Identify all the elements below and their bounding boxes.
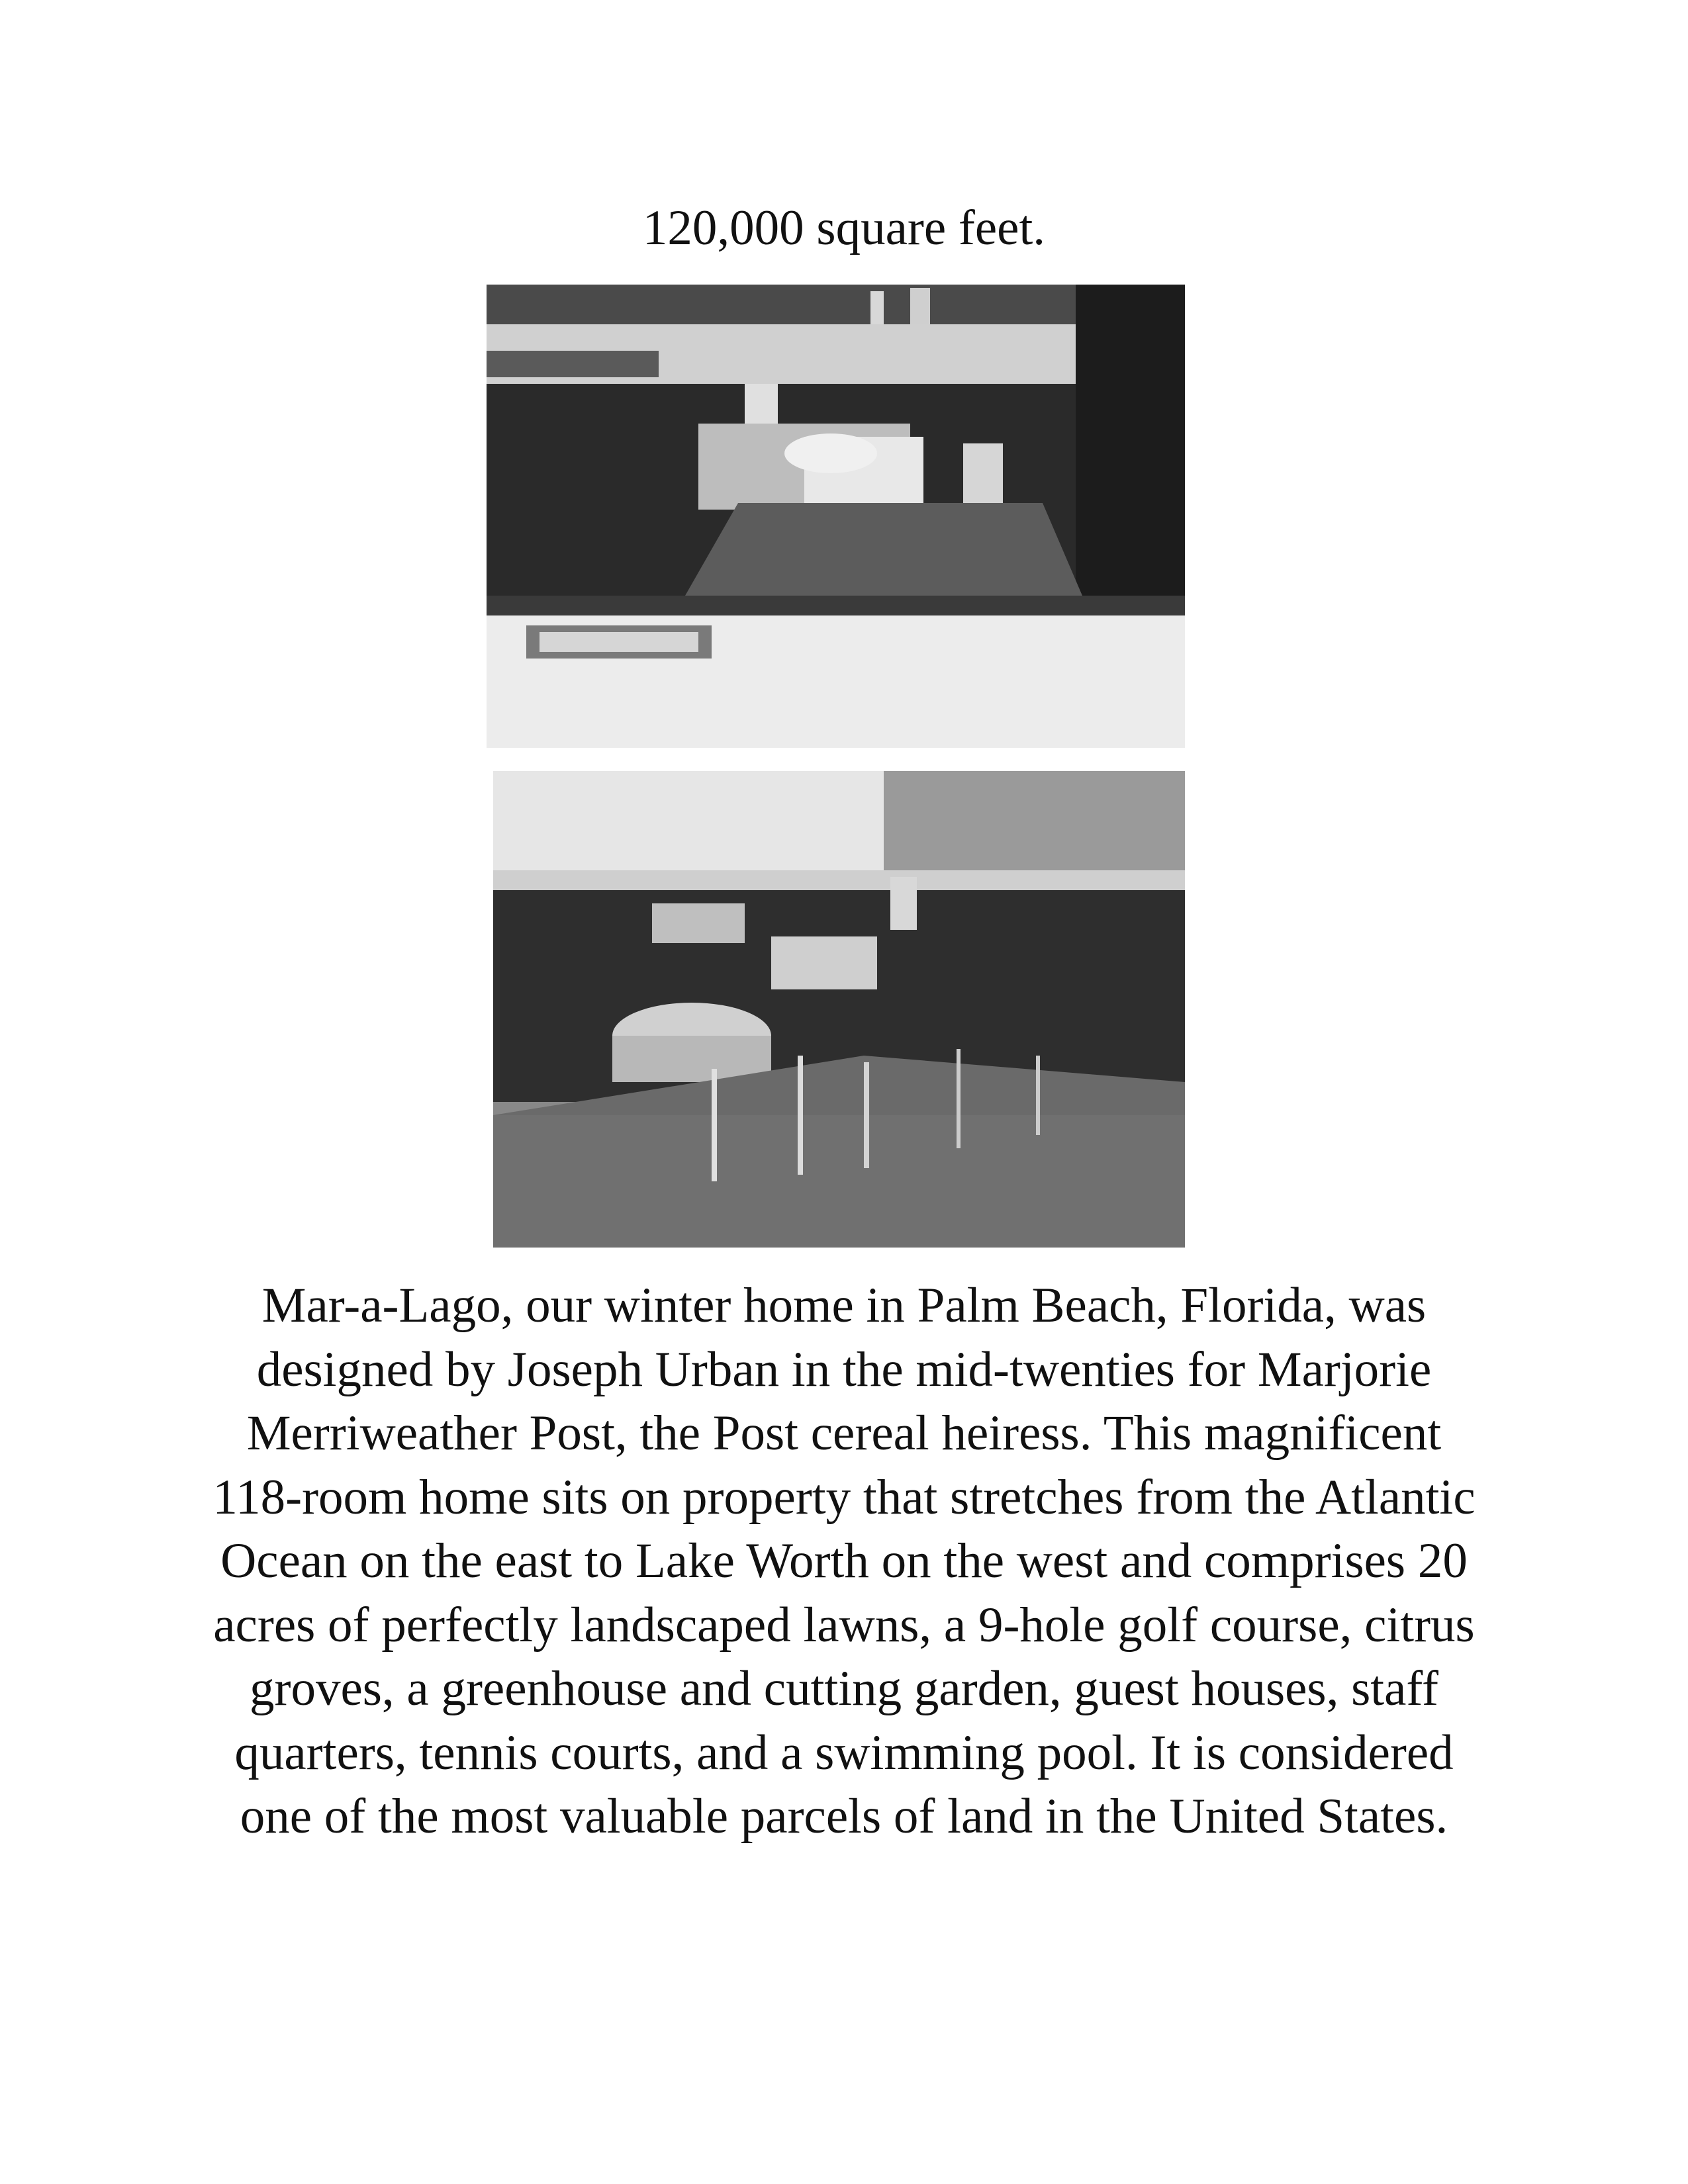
photo-caption: Mar-a-Lago, our winter home in Palm Beach, Florida, was designed by Joseph Urban in the mid-twenties for Marjorie Merriweather Post, the Post cereal heiress. This magnificent 118-room home sits on property that stretches from the Atlantic Ocean on the east to Lake Worth on the west and comprises 20 acres of perfectly landscaped lawns, a 9-hole golf course, citrus groves, a greenhouse and cutting garden, guest houses, staff quarters, tennis courts, and a swimming pool. It is considered one of the most valuable parcels of land in the United States. (212, 1278, 1476, 1844)
aerial-photo-ocean-side-icon (493, 771, 1185, 1248)
aerial-photo-lake-side-icon (487, 285, 1185, 748)
text-fragment: 120,000 square feet. (642, 201, 1046, 255)
